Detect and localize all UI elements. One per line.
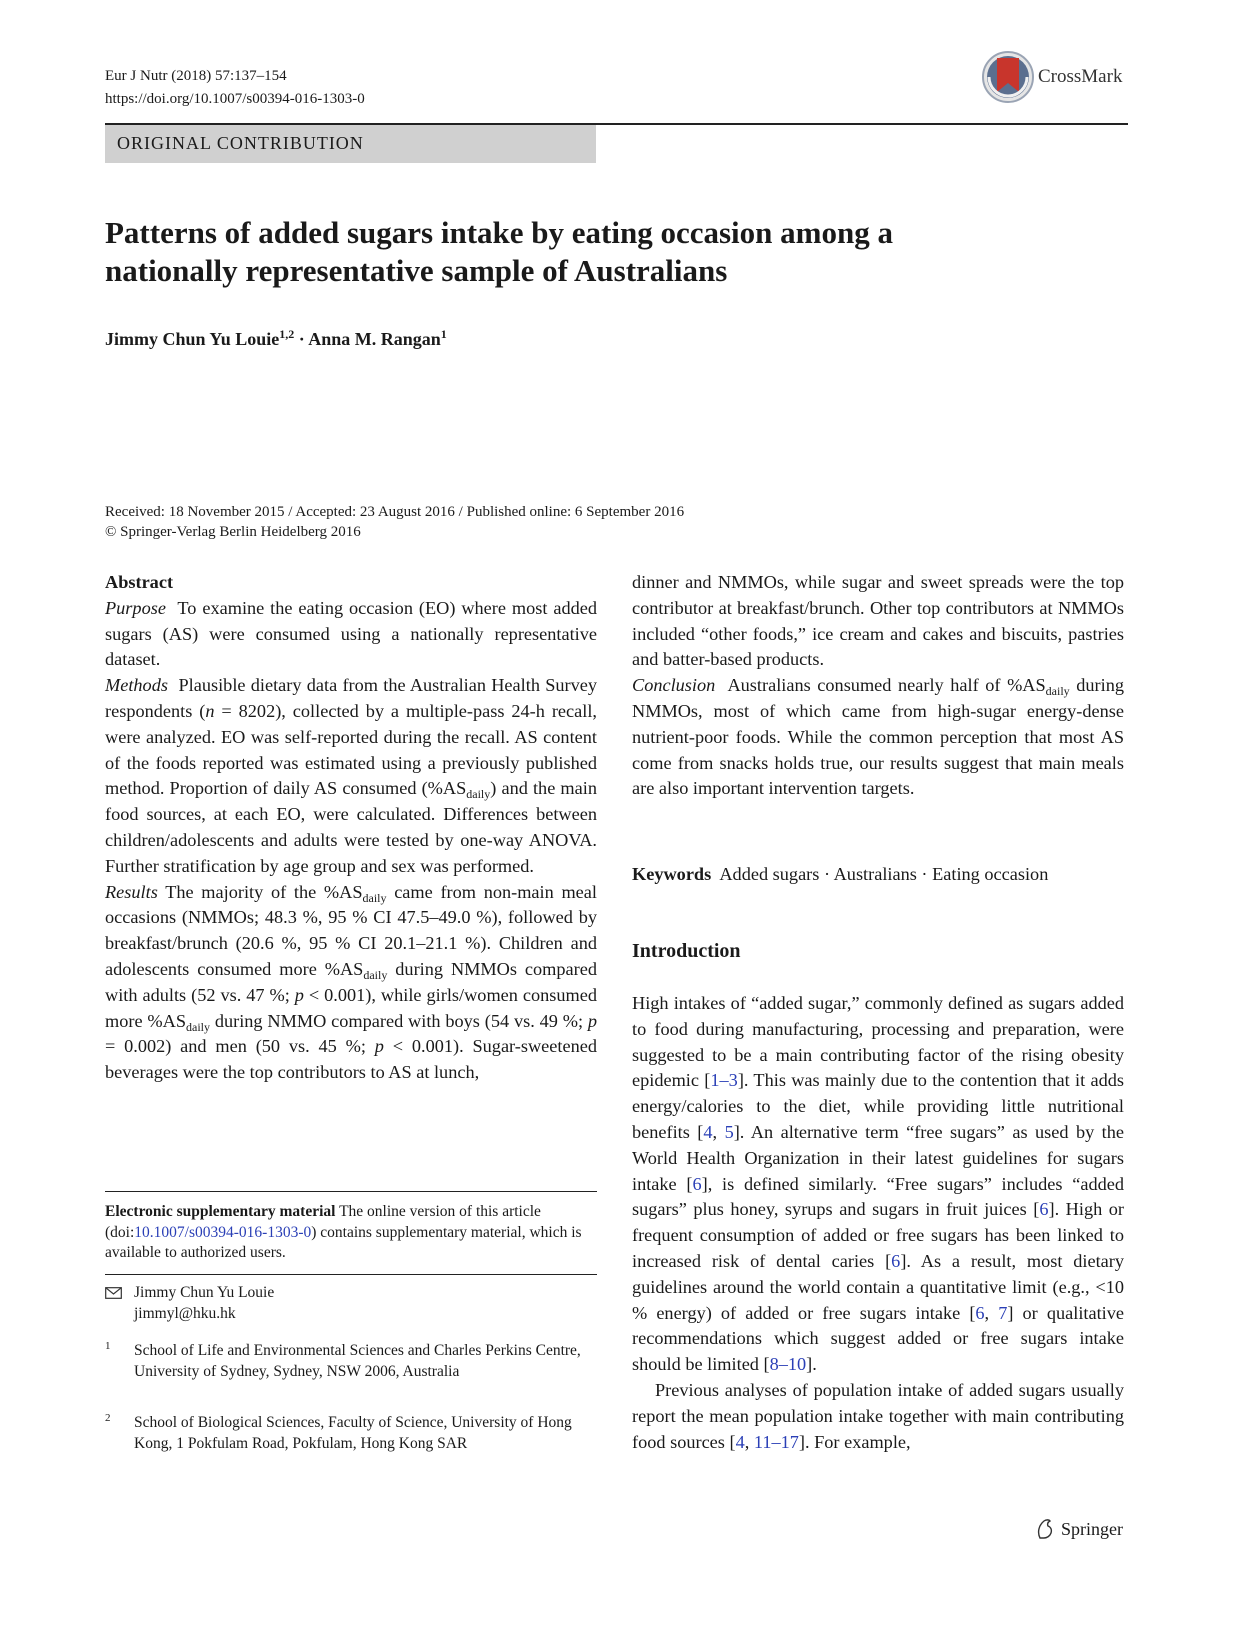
esm-label: Electronic supplementary material [105, 1203, 336, 1220]
citation-separator: , [712, 1121, 725, 1142]
publication-dates: Received: 18 November 2015 / Accepted: 23 August 2016 / Published online: 6 September 2016 [105, 504, 685, 520]
abstract-results [105, 880, 597, 1086]
author-affiliation-mark: 1,2 [279, 327, 295, 341]
category-band [105, 125, 596, 163]
crossmark-icon [981, 50, 1035, 104]
journal-doi-link[interactable]: https://doi.org/10.1007/s00394-016-1303-0 [105, 91, 365, 107]
intro-text: ]. For example, [798, 1431, 911, 1452]
abstract-conclusion [632, 673, 1124, 802]
subscript-daily: daily [362, 890, 387, 905]
publisher-name: Springer [1061, 1519, 1123, 1539]
subscript-daily: daily [363, 967, 388, 982]
introduction-paragraph [632, 1378, 1124, 1455]
citation-link[interactable]: 6 [1039, 1199, 1049, 1220]
methods-label: Methods [105, 675, 168, 696]
results-text: came from non-main meal occasions (NMMOs; 48.3 %, 95 % CI 47.5–49.0 %), followed by breakfast/brunch (20.6 %, 95 % CI 20.1–21.1 %). Children and adolescents consumed more %AS [105, 881, 597, 979]
abstract-heading: Abstract [105, 572, 174, 592]
citation-separator: , [984, 1302, 999, 1323]
methods-text: ) and the main food sources, at each EO, were calculated. Differences between children/adolescents and adults were tested by one-way ANOVA. Further stratification by age group and sex was performed. [105, 778, 597, 876]
results-text: during NMMOs compared with adults (52 vs. 47 %; [105, 958, 597, 1005]
author-name[interactable]: Anna M. Rangan [308, 329, 441, 349]
intro-text: ]. [806, 1354, 817, 1375]
citation-link[interactable]: 4 [735, 1431, 745, 1452]
citation-link[interactable]: 5 [724, 1121, 734, 1142]
citation-link[interactable]: 6 [891, 1250, 901, 1271]
keywords-list: Added sugars · Australians · Eating occasion [719, 864, 1049, 884]
esm-text: The online version of this article (doi: [105, 1203, 541, 1241]
title-line-2: nationally representative sample of Australians [105, 253, 728, 288]
intro-text: ], is defined similarly. “Free sugars” includes “added sugars” plus honey, syrups and sugars in fruit juices [ [632, 1173, 1124, 1220]
n-symbol: n [205, 700, 215, 721]
affiliation-text: School of Biological Sciences, Faculty of Science, University of Hong Kong, 1 Pokfulam Road, Pokfulam, Hong Kong SAR [134, 1414, 572, 1452]
footnote-rule [105, 1274, 597, 1275]
article-title [105, 214, 1085, 290]
conclusion-text: during NMMOs, most of which came from high-sugar energy-dense nutrient-poor foods. While the common perception that most AS come from snacks holds true, our results suggest that main meals are also important intervention targets. [632, 675, 1124, 799]
citation-link[interactable]: 11–17 [753, 1431, 799, 1452]
keywords-label: Keywords [632, 864, 712, 884]
publisher-logo [1034, 1515, 1144, 1543]
conclusion-text: Australians consumed nearly half of %AS [727, 675, 1046, 696]
p-symbol: p [587, 1010, 597, 1031]
citation-link[interactable]: 8–10 [769, 1354, 807, 1375]
results-text: = 0.002) and men (50 vs. 45 %; [105, 1036, 375, 1057]
abstract [105, 570, 597, 1086]
abstract-purpose [105, 596, 597, 673]
citation-link[interactable]: 4 [703, 1121, 713, 1142]
intro-text: ]. High or frequent consumption of added or free sugars has been linked to increased risk of dental caries [ [632, 1199, 1124, 1271]
introduction-paragraph [632, 991, 1124, 1378]
purpose-label: Purpose [105, 597, 166, 618]
corresponding-author-email[interactable]: jimmyl@hku.hk [134, 1304, 236, 1322]
p-symbol: p [374, 1036, 384, 1057]
crossmark-badge[interactable] [981, 50, 1131, 106]
abstract-results-continued: dinner and NMMOs, while sugar and sweet spreads were the top contributor at breakfast/brunch. Other top contributors at NMMOs included “other foods,” ice cream and cakes and biscuits, pastries and batter-based products. [632, 572, 1124, 670]
corresponding-author [134, 1283, 594, 1324]
affiliation-text: School of Life and Environmental Sciences and Charles Perkins Centre, University of Sydney, Sydney, NSW 2006, Australia [134, 1342, 581, 1380]
article-category: ORIGINAL CONTRIBUTION [117, 133, 364, 153]
journal-citation: Eur J Nutr (2018) 57:137–154 [105, 68, 287, 84]
intro-text: ]. As a result, most dietary guidelines around the world contain a quantitative limit (e.g., <10 % energy) of added or free sugars intake [ [632, 1250, 1124, 1323]
citation-link[interactable]: 6 [975, 1302, 985, 1323]
introduction-body [632, 991, 1124, 1455]
methods-text: = 8202), collected by a multiple-pass 24-h recall, were analyzed. EO was self-reported during the recall. AS content of the foods reported was estimated using a previously published method. Proportion of daily AS consumed (%AS [105, 700, 597, 799]
intro-text: ] or qualitative recommendations which suggest added or free sugars intake should be limited [ [632, 1302, 1125, 1375]
citation-link[interactable]: 7 [998, 1302, 1008, 1323]
author-list [105, 322, 447, 351]
author-affiliation-mark: 1 [440, 327, 447, 341]
copyright-notice: © Springer-Verlag Berlin Heidelberg 2016 [105, 524, 361, 540]
author-name[interactable]: Jimmy Chun Yu Louie [105, 329, 280, 349]
results-text: < 0.001). Sugar-sweetened beverages were the top contributors to AS at lunch, [105, 1036, 597, 1083]
introduction-heading: Introduction [632, 940, 741, 962]
results-text: The majority of the %AS [165, 881, 363, 902]
subscript-daily: daily [1045, 684, 1070, 699]
results-text: during NMMO compared with boys (54 vs. 49 %; [210, 1010, 588, 1031]
intro-text: Previous analyses of population intake of added sugars usually report the mean population intake together with main contributing food sources [ [632, 1379, 1124, 1452]
affiliation-number: 1 [105, 1340, 111, 1352]
conclusion-label: Conclusion [632, 675, 716, 696]
esm-doi-link[interactable]: 10.1007/s00394-016-1303-0 [134, 1223, 312, 1241]
title-line-1: Patterns of added sugars intake by eating occasion among a [105, 215, 893, 250]
purpose-text: To examine the eating occasion (EO) where most added sugars (AS) were consumed using a nationally representative dataset. [105, 597, 597, 670]
intro-text: ]. An alternative term “free sugars” as used by the World Health Organization in their latest guidelines for sugars intake [ [632, 1121, 1125, 1194]
supplementary-material-note [105, 1202, 597, 1264]
subscript-daily: daily [466, 787, 491, 802]
corresponding-author-name: Jimmy Chun Yu Louie [134, 1284, 275, 1301]
crossmark-label: CrossMark [1038, 66, 1123, 87]
results-label: Results [105, 881, 158, 902]
abstract-methods [105, 673, 597, 879]
intro-text: ]. This was mainly due to the contention that it adds energy/calories to the diet, while providing little nutritional benefits [ [632, 1070, 1124, 1142]
subscript-daily: daily [186, 1019, 210, 1034]
methods-text: Plausible dietary data from the Australian Health Survey respondents ( [105, 675, 598, 721]
results-text: < 0.001), while girls/women consumed more %AS [105, 984, 598, 1031]
springer-horse-icon [1034, 1518, 1056, 1540]
esm-text: ) contains supplementary material, which is available to authorized users. [105, 1223, 582, 1261]
intro-text: High intakes of “added sugar,” commonly defined as sugars added to food during manufacturing, processing and preparation, were suggested to be a main contributing factor of the rising obesity epidemic [ [632, 993, 1124, 1091]
citation-separator: , [744, 1431, 754, 1452]
abstract-continued [632, 570, 1124, 802]
affiliation-number: 2 [105, 1412, 111, 1424]
citation-link[interactable]: 1–3 [710, 1070, 738, 1091]
keywords [632, 862, 1124, 888]
author-separator: · [294, 329, 309, 349]
footnote-rule [105, 1191, 597, 1192]
envelope-icon [105, 1287, 122, 1299]
p-symbol: p [294, 984, 304, 1005]
citation-link[interactable]: 6 [692, 1173, 702, 1194]
